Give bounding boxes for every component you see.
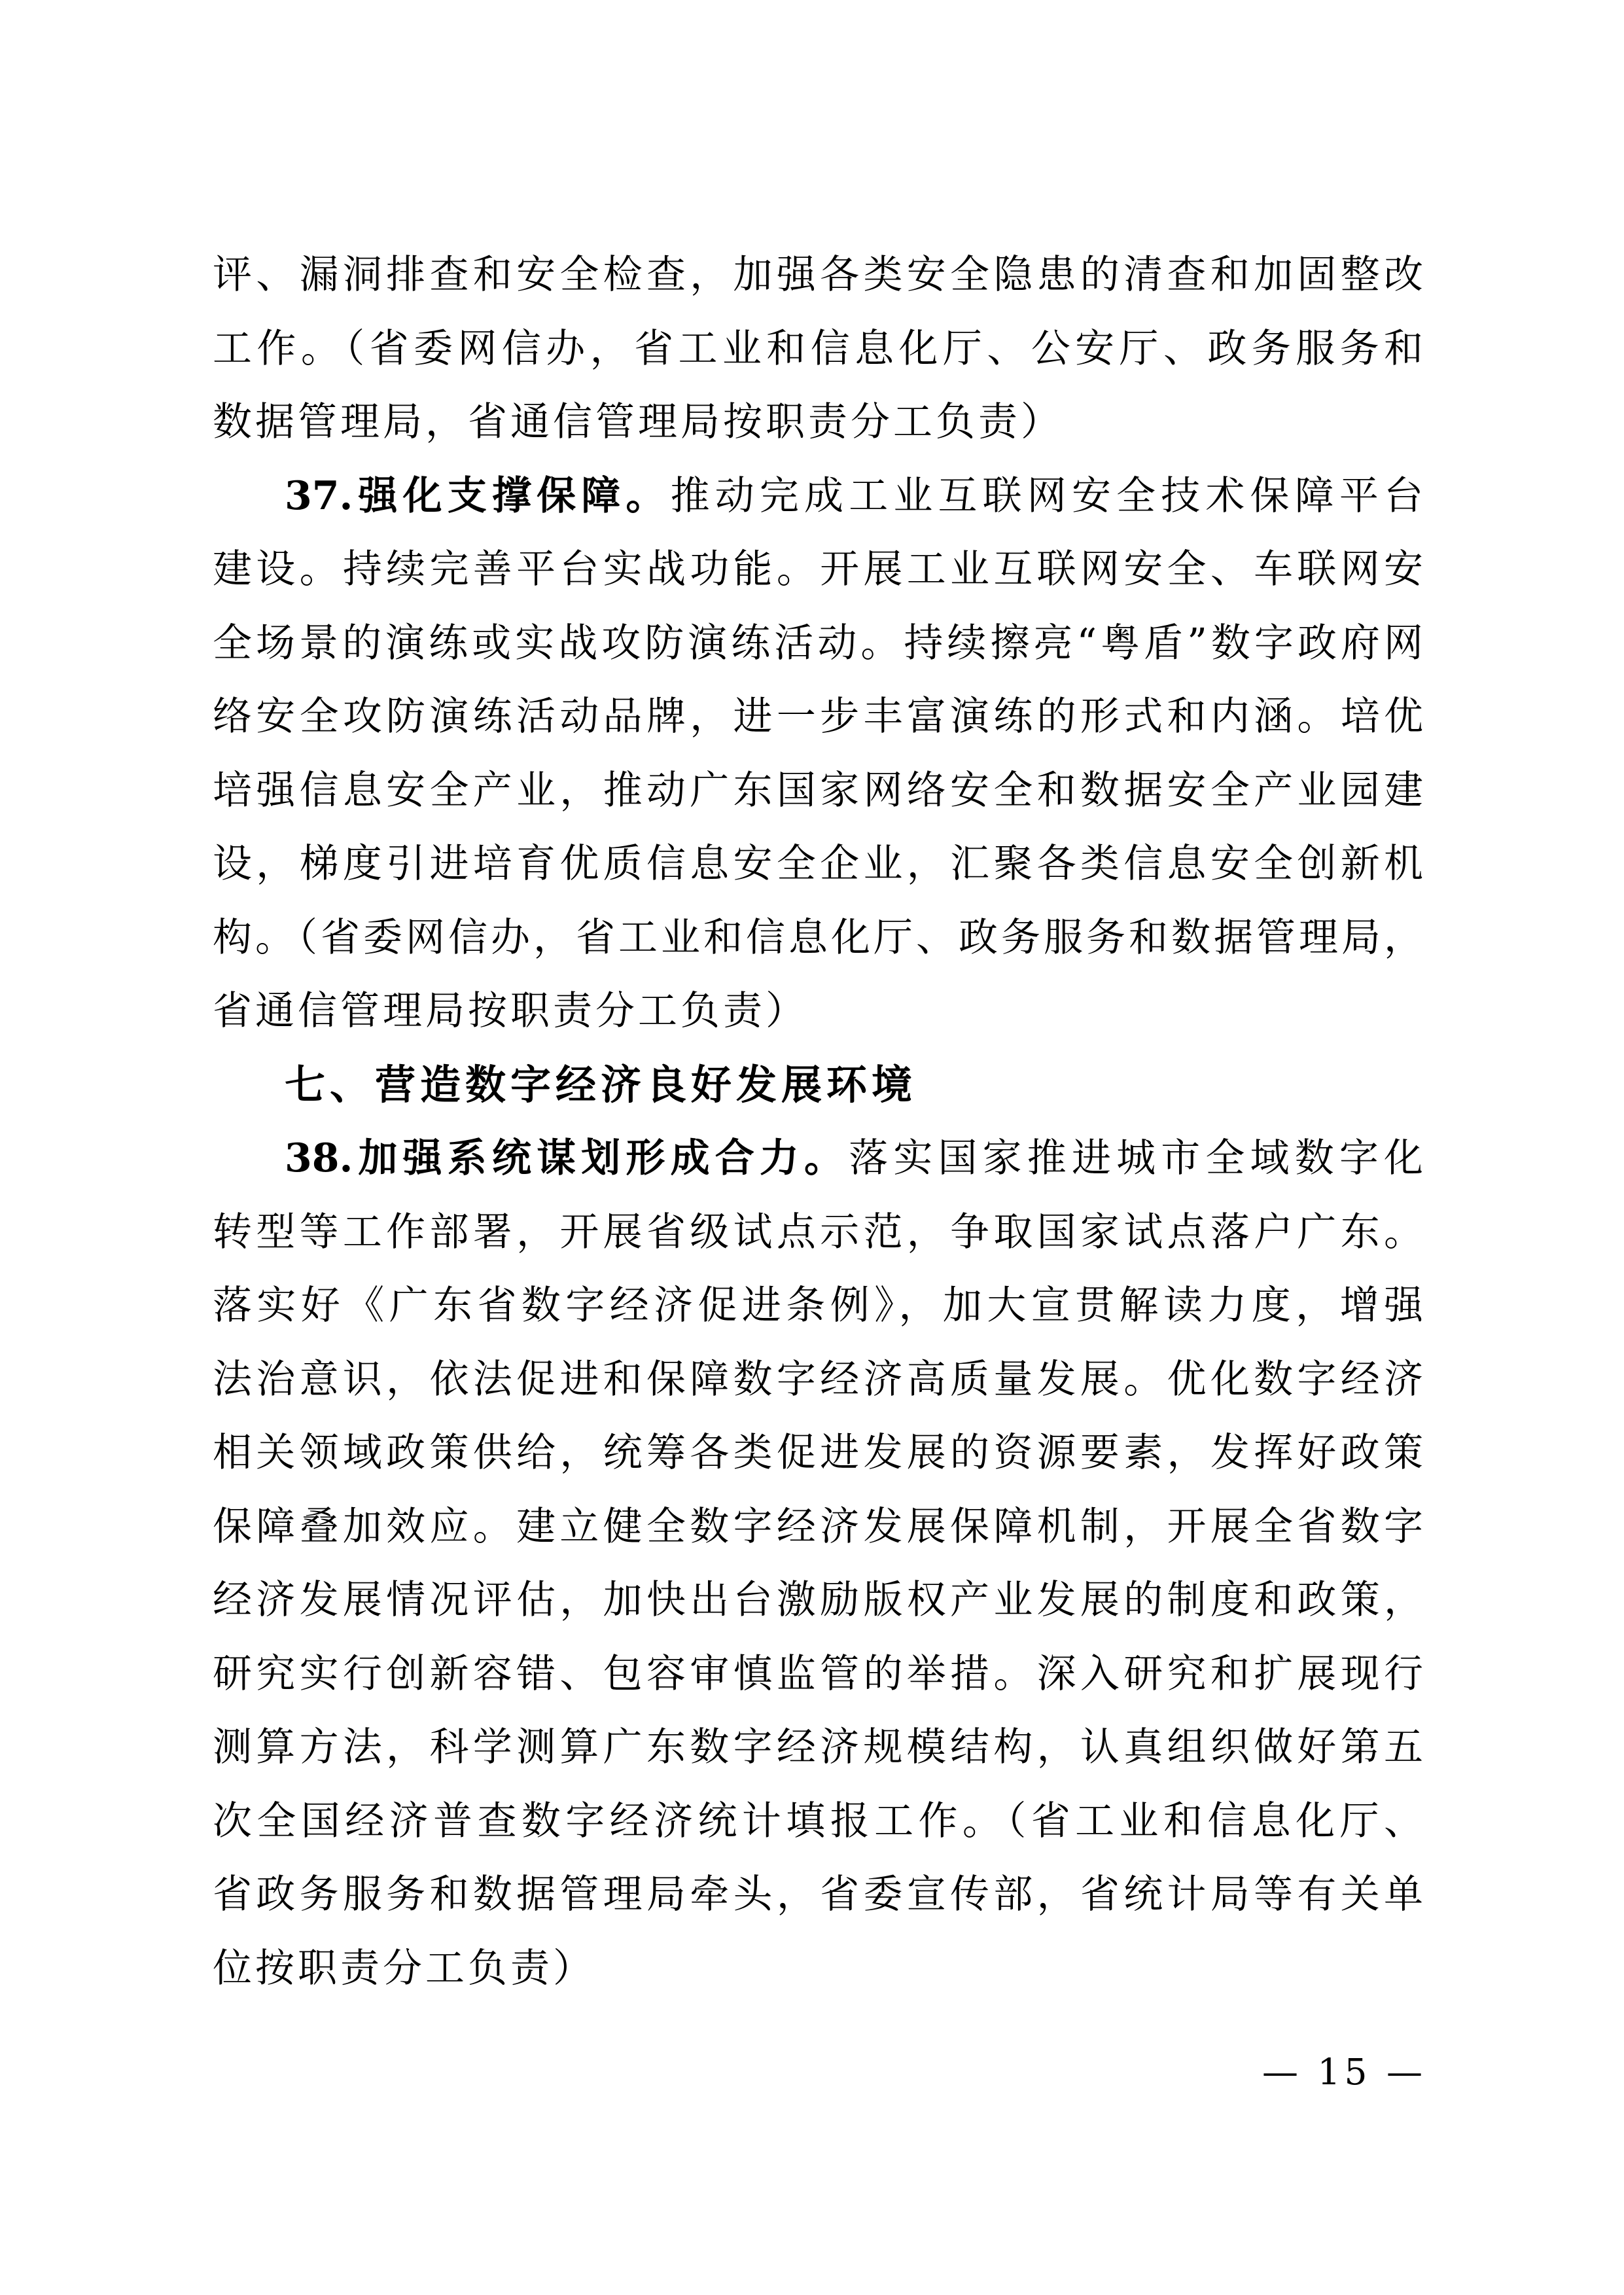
text-line: 设，梯度引进培育优质信息安全企业，汇聚各类信息安全创新机 — [213, 841, 1423, 887]
item-37-title: 37.强化支撑保障。 — [285, 472, 671, 519]
text-line: 经济发展情况评估，加快出台激励版权产业发展的制度和政策， — [213, 1577, 1423, 1623]
text-line: 法治意识，依法促进和保障数字经济高质量发展。优化数字经济 — [213, 1356, 1423, 1402]
text-line: 构。（省委网信办，省工业和信息化厅、政务服务和数据管理局， — [213, 914, 1423, 961]
item-38-first-line — [213, 1122, 1423, 1196]
text-line: 工作。（省委网信办，省工业和信息化厅、公安厅、政务服务和 — [213, 325, 1423, 372]
text-line: 络安全攻防演练活动品牌，进一步丰富演练的形式和内涵。培优 — [213, 694, 1423, 739]
page-number: — 15 — — [1262, 2051, 1426, 2093]
text-line: 落实好《广东省数字经济促进条例》，加大宣贯解读力度，增强 — [213, 1283, 1423, 1328]
text-line: 培强信息安全产业，推动广东国家网络安全和数据安全产业园建 — [213, 767, 1423, 813]
text-line: 数据管理局，省通信管理局按职责分工负责） — [213, 399, 1063, 445]
text-line: 省通信管理局按职责分工负责） — [213, 988, 808, 1034]
text-line: 保障叠加效应。建立健全数字经济发展保障机制，开展全省数字 — [213, 1503, 1423, 1550]
text-line: 相关领域政策供给，统筹各类促进发展的资源要素，发挥好政策 — [213, 1430, 1423, 1476]
text-line: 省政务服务和数据管理局牵头，省委宣传部，省统计局等有关单 — [213, 1872, 1423, 1917]
item-37-first-line — [213, 459, 1423, 533]
text-line: 位按职责分工负责） — [213, 1945, 595, 1991]
item-38-title: 38.加强系统谋划形成合力。 — [285, 1135, 849, 1181]
text-line: 转型等工作部署，开展省级试点示范，争取国家试点落户广东。 — [213, 1209, 1423, 1255]
text-line: 全场景的演练或实战攻防演练活动。持续擦亮“粤盾”数字政府网 — [213, 620, 1423, 666]
text-line: 次全国经济普查数字经济统计填报工作。（省工业和信息化厅、 — [213, 1798, 1423, 1844]
section-7-heading: 七、营造数字经济良好发展环境 — [285, 1060, 917, 1109]
text-run: 落实国家推进城市全域数字化 — [849, 1135, 1424, 1181]
text-run: 推动完成工业互联网安全技术保障平台 — [670, 472, 1423, 519]
document-body — [213, 238, 1423, 2005]
text-line: 测算方法，科学测算广东数字经济规模结构，认真组织做好第五 — [213, 1724, 1423, 1770]
text-line: 评、漏洞排查和安全检查，加强各类安全隐患的清查和加固整改 — [213, 252, 1423, 298]
text-line: 建设。持续完善平台实战功能。开展工业互联网安全、车联网安 — [213, 546, 1423, 592]
text-line: 研究实行创新容错、包容审慎监管的举措。深入研究和扩展现行 — [213, 1650, 1423, 1697]
